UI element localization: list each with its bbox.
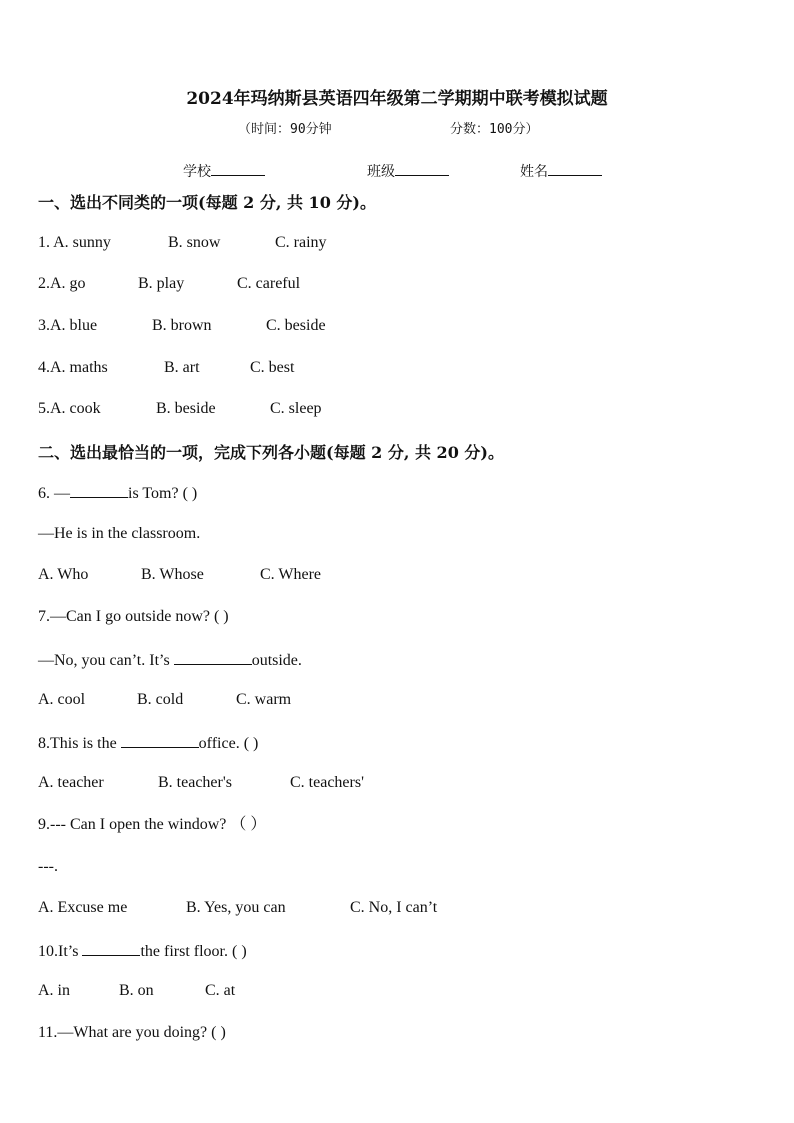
question-10-stem bbox=[38, 939, 247, 961]
q6-option-a[interactable]: A. Who bbox=[38, 566, 89, 583]
question-6-stem bbox=[38, 481, 197, 503]
q7-option-c[interactable]: C. warm bbox=[236, 691, 292, 708]
q1-option-b: B. snow bbox=[168, 234, 221, 251]
q10-answer-blank[interactable] bbox=[82, 939, 140, 956]
q6-stem-start: 6. — bbox=[38, 485, 70, 502]
question-9-stem: 9.--- Can I open the window? （ ） bbox=[38, 816, 267, 833]
q7-option-a[interactable]: A. cool bbox=[38, 691, 86, 708]
q10-option-a[interactable]: A. in bbox=[38, 982, 70, 999]
q7-reply-end: outside. bbox=[251, 652, 302, 669]
class-field bbox=[367, 160, 449, 181]
q9-option-c[interactable]: C. No, I can’t bbox=[350, 899, 438, 916]
q10-option-b[interactable]: B. on bbox=[119, 982, 154, 999]
q10-option-c[interactable]: C. at bbox=[205, 982, 236, 999]
q9-option-b[interactable]: B. Yes, you can bbox=[186, 899, 286, 916]
question-9-options bbox=[38, 897, 437, 919]
q4-option-a: 4.A. maths bbox=[38, 359, 108, 376]
q2-option-c: C. careful bbox=[237, 275, 301, 292]
class-blank[interactable] bbox=[395, 160, 449, 176]
question-9-reply: ---. bbox=[38, 858, 58, 875]
q7-reply-start: —No, you can’t. It’s bbox=[38, 652, 174, 669]
q6-stem-end: is Tom? ( ) bbox=[128, 485, 198, 502]
question-6-options bbox=[38, 564, 321, 586]
q6-option-c[interactable]: C. Where bbox=[260, 566, 322, 583]
q3-option-a: 3.A. blue bbox=[38, 317, 98, 334]
section-1-heading: 一、选出不同类的一项(每题 2 分, 共 10 分)。 bbox=[38, 193, 376, 212]
q10-stem-end: the first floor. ( ) bbox=[140, 943, 247, 960]
q10-stem-start: 10.It’s bbox=[38, 943, 83, 960]
q4-option-b: B. art bbox=[164, 359, 200, 376]
q8-answer-blank[interactable] bbox=[121, 731, 199, 748]
question-7-options bbox=[38, 689, 291, 711]
school-blank[interactable] bbox=[211, 160, 265, 176]
question-3 bbox=[38, 315, 326, 337]
name-field bbox=[520, 160, 602, 181]
exam-score: 分数：100分） bbox=[450, 122, 539, 137]
question-2 bbox=[38, 273, 300, 295]
q3-option-c: C. beside bbox=[266, 317, 326, 334]
q9-option-a[interactable]: A. Excuse me bbox=[38, 899, 128, 916]
q8-option-b[interactable]: B. teacher's bbox=[158, 774, 232, 791]
question-10-options bbox=[38, 980, 235, 1002]
q6-option-b[interactable]: B. Whose bbox=[141, 566, 204, 583]
q8-option-a[interactable]: A. teacher bbox=[38, 774, 104, 791]
q8-stem-start: 8.This is the bbox=[38, 735, 121, 752]
q5-option-b: B. beside bbox=[156, 400, 216, 417]
school-field bbox=[183, 160, 265, 181]
q4-option-c: C. best bbox=[250, 359, 295, 376]
q2-option-b: B. play bbox=[138, 275, 185, 292]
q8-option-c[interactable]: C. teachers' bbox=[290, 774, 364, 791]
page-title: 2024年玛纳斯县英语四年级第二学期期中联考模拟试题 bbox=[186, 89, 608, 109]
q2-option-a: 2.A. go bbox=[38, 275, 86, 292]
question-11-stem: 11.—What are you doing? ( ) bbox=[38, 1024, 226, 1041]
name-label: 姓名 bbox=[520, 164, 548, 180]
question-6-reply: —He is in the classroom. bbox=[38, 525, 201, 542]
question-7-reply bbox=[38, 648, 302, 670]
q6-answer-blank[interactable] bbox=[70, 481, 128, 498]
q7-option-b[interactable]: B. cold bbox=[137, 691, 184, 708]
question-8-stem bbox=[38, 731, 258, 753]
question-7-stem: 7.—Can I go outside now? ( ) bbox=[38, 608, 229, 625]
q1-option-c: C. rainy bbox=[275, 234, 327, 251]
section-2-heading: 二、选出最恰当的一项，完成下列各小题(每题 2 分, 共 20 分)。 bbox=[38, 443, 504, 462]
q8-stem-end: office. ( ) bbox=[198, 735, 259, 752]
exam-time: （时间：90分钟 bbox=[238, 122, 332, 137]
q5-option-a: 5.A. cook bbox=[38, 400, 101, 417]
q5-option-c: C. sleep bbox=[270, 400, 322, 417]
question-5 bbox=[38, 398, 322, 420]
class-label: 班级 bbox=[367, 164, 395, 180]
question-8-options bbox=[38, 772, 364, 794]
q7-answer-blank[interactable] bbox=[174, 648, 252, 665]
name-blank[interactable] bbox=[548, 160, 602, 176]
question-1 bbox=[38, 232, 327, 254]
question-4 bbox=[38, 357, 294, 379]
q3-option-b: B. brown bbox=[152, 317, 212, 334]
school-label: 学校 bbox=[183, 164, 211, 180]
q1-option-a: 1. A. sunny bbox=[38, 234, 111, 251]
